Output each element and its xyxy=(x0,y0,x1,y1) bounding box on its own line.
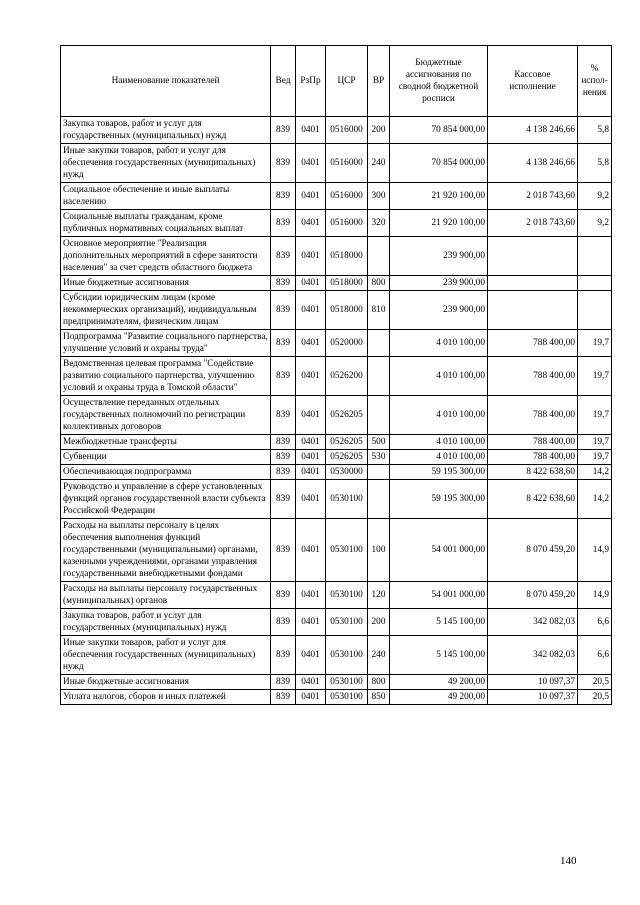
cell-ved: 839 xyxy=(271,276,296,291)
cell-vr: 850 xyxy=(368,690,390,705)
cell-csr: 0530100 xyxy=(326,480,368,519)
cell-assignments: 4 010 100,00 xyxy=(390,357,488,396)
cell-cash: 788 400,00 xyxy=(488,396,578,435)
cell-ved: 839 xyxy=(271,450,296,465)
cell-name: Иные закупки товаров, работ и услуг для обеспечения государственных (муниципальных) нужд xyxy=(61,636,271,675)
cell-assignments: 70 854 000,00 xyxy=(390,117,488,144)
cell-rzpr: 0401 xyxy=(296,435,326,450)
cell-name: Межбюджетные трансферты xyxy=(61,435,271,450)
cell-name: Расходы на выплаты персоналу государственных (муниципальных) органов xyxy=(61,582,271,609)
cell-ved: 839 xyxy=(271,183,296,210)
table-row xyxy=(61,675,612,690)
cell-ved: 839 xyxy=(271,519,296,582)
col-header-csr: ЦСР xyxy=(326,46,368,117)
table-row xyxy=(61,117,612,144)
table-row xyxy=(61,183,612,210)
cell-assignments: 59 195 300,00 xyxy=(390,465,488,480)
cell-vr xyxy=(368,357,390,396)
cell-name: Обеспечивающая подпрограмма xyxy=(61,465,271,480)
cell-percent: 20,5 xyxy=(578,675,612,690)
cell-vr xyxy=(368,480,390,519)
cell-assignments: 54 001 000,00 xyxy=(390,582,488,609)
col-header-vr: ВР xyxy=(368,46,390,117)
cell-csr: 0516000 xyxy=(326,210,368,237)
cell-csr: 0530000 xyxy=(326,465,368,480)
cell-csr: 0526200 xyxy=(326,357,368,396)
cell-rzpr: 0401 xyxy=(296,144,326,183)
cell-percent: 19,7 xyxy=(578,450,612,465)
budget-execution-table xyxy=(60,45,612,705)
cell-assignments: 239 900,00 xyxy=(390,276,488,291)
cell-csr: 0518000 xyxy=(326,276,368,291)
table-row xyxy=(61,435,612,450)
cell-csr: 0516000 xyxy=(326,117,368,144)
cell-name: Субвенции xyxy=(61,450,271,465)
cell-assignments: 49 200,00 xyxy=(390,675,488,690)
table-row xyxy=(61,519,612,582)
cell-name: Иные бюджетные ассигнования xyxy=(61,276,271,291)
cell-csr: 0530100 xyxy=(326,690,368,705)
cell-percent: 19,7 xyxy=(578,357,612,396)
cell-rzpr: 0401 xyxy=(296,480,326,519)
cell-cash: 8 070 459,20 xyxy=(488,582,578,609)
cell-assignments: 4 010 100,00 xyxy=(390,396,488,435)
cell-ved: 839 xyxy=(271,465,296,480)
cell-csr: 0518000 xyxy=(326,237,368,276)
cell-csr: 0526205 xyxy=(326,435,368,450)
table-row xyxy=(61,396,612,435)
table-body xyxy=(61,117,612,705)
cell-ved: 839 xyxy=(271,582,296,609)
cell-percent: 5,8 xyxy=(578,144,612,183)
cell-rzpr: 0401 xyxy=(296,675,326,690)
cell-assignments: 59 195 300,00 xyxy=(390,480,488,519)
cell-cash xyxy=(488,276,578,291)
cell-assignments: 4 010 100,00 xyxy=(390,435,488,450)
cell-rzpr: 0401 xyxy=(296,396,326,435)
cell-percent: 5,8 xyxy=(578,117,612,144)
col-header-cash: Кассовое исполнение xyxy=(488,46,578,117)
table-row xyxy=(61,144,612,183)
cell-percent: 19,7 xyxy=(578,396,612,435)
cell-csr: 0530100 xyxy=(326,519,368,582)
cell-name: Закупка товаров, работ и услуг для государственных (муниципальных) нужд xyxy=(61,609,271,636)
cell-name: Ведомственная целевая программа "Содействие развитию социального партнерства, улучшению условий и охраны труда в Томской области" xyxy=(61,357,271,396)
cell-rzpr: 0401 xyxy=(296,465,326,480)
table-row xyxy=(61,330,612,357)
cell-cash: 8 070 459,20 xyxy=(488,519,578,582)
cell-rzpr: 0401 xyxy=(296,117,326,144)
cell-assignments: 4 010 100,00 xyxy=(390,450,488,465)
cell-name: Закупка товаров, работ и услуг для государственных (муниципальных) нужд xyxy=(61,117,271,144)
cell-cash: 2 018 743,60 xyxy=(488,183,578,210)
cell-ved: 839 xyxy=(271,357,296,396)
cell-name: Уплата налогов, сборов и иных платежей xyxy=(61,690,271,705)
cell-cash: 788 400,00 xyxy=(488,435,578,450)
cell-ved: 839 xyxy=(271,690,296,705)
cell-vr: 800 xyxy=(368,276,390,291)
cell-rzpr: 0401 xyxy=(296,582,326,609)
cell-name: Иные закупки товаров, работ и услуг для обеспечения государственных (муниципальных) нужд xyxy=(61,144,271,183)
cell-vr: 120 xyxy=(368,582,390,609)
cell-vr: 240 xyxy=(368,144,390,183)
cell-cash: 342 082,03 xyxy=(488,636,578,675)
cell-cash: 788 400,00 xyxy=(488,450,578,465)
cell-name: Иные бюджетные ассигнования xyxy=(61,675,271,690)
cell-vr: 300 xyxy=(368,183,390,210)
cell-ved: 839 xyxy=(271,636,296,675)
cell-vr: 200 xyxy=(368,609,390,636)
cell-cash: 788 400,00 xyxy=(488,330,578,357)
cell-rzpr: 0401 xyxy=(296,330,326,357)
cell-name: Социальные выплаты гражданам, кроме публичных нормативных социальных выплат xyxy=(61,210,271,237)
cell-ved: 839 xyxy=(271,396,296,435)
cell-cash: 2 018 743,60 xyxy=(488,210,578,237)
cell-rzpr: 0401 xyxy=(296,183,326,210)
cell-name: Осуществление переданных отдельных государственных полномочий по регистрации коллективных договоров xyxy=(61,396,271,435)
cell-rzpr: 0401 xyxy=(296,237,326,276)
cell-percent: 19,7 xyxy=(578,435,612,450)
cell-percent: 20,5 xyxy=(578,690,612,705)
cell-percent xyxy=(578,237,612,276)
cell-csr: 0526205 xyxy=(326,450,368,465)
cell-csr: 0526205 xyxy=(326,396,368,435)
cell-csr: 0516000 xyxy=(326,183,368,210)
cell-percent: 14,9 xyxy=(578,582,612,609)
col-header-rzpr: РзПр xyxy=(296,46,326,117)
cell-vr: 100 xyxy=(368,519,390,582)
cell-percent xyxy=(578,291,612,330)
cell-percent xyxy=(578,276,612,291)
cell-csr: 0530100 xyxy=(326,675,368,690)
cell-assignments: 5 145 100,00 xyxy=(390,636,488,675)
cell-name: Социальное обеспечение и иные выплаты населению xyxy=(61,183,271,210)
cell-name: Субсидии юридическим лицам (кроме некоммерческих организаций), индивидуальным предпринимателям, физическим лицам xyxy=(61,291,271,330)
cell-rzpr: 0401 xyxy=(296,690,326,705)
cell-ved: 839 xyxy=(271,210,296,237)
cell-cash: 10 097,37 xyxy=(488,690,578,705)
cell-name: Основное мероприятие "Реализация дополнительных мероприятий в сфере занятости населения" за счет средств областного бюджета xyxy=(61,237,271,276)
cell-ved: 839 xyxy=(271,117,296,144)
cell-vr: 240 xyxy=(368,636,390,675)
cell-name: Расходы на выплаты персоналу в целях обеспечения выполнения функций государственными (муниципальными) органами, казенными учреждениями, органами управления государственными внебюджетными фондами xyxy=(61,519,271,582)
cell-vr xyxy=(368,465,390,480)
cell-csr: 0516000 xyxy=(326,144,368,183)
cell-cash: 8 422 638,60 xyxy=(488,465,578,480)
table-row xyxy=(61,210,612,237)
cell-ved: 839 xyxy=(271,330,296,357)
cell-percent: 14,2 xyxy=(578,465,612,480)
cell-vr xyxy=(368,396,390,435)
cell-ved: 839 xyxy=(271,144,296,183)
cell-cash: 8 422 638,60 xyxy=(488,480,578,519)
cell-assignments: 239 900,00 xyxy=(390,291,488,330)
cell-percent: 9,2 xyxy=(578,210,612,237)
cell-assignments: 49 200,00 xyxy=(390,690,488,705)
col-header-name: Наименование показателей xyxy=(61,46,271,117)
cell-csr: 0530100 xyxy=(326,609,368,636)
cell-rzpr: 0401 xyxy=(296,291,326,330)
cell-assignments: 5 145 100,00 xyxy=(390,609,488,636)
table-row xyxy=(61,450,612,465)
cell-csr: 0518000 xyxy=(326,291,368,330)
cell-ved: 839 xyxy=(271,435,296,450)
cell-name: Руководство и управление в сфере установленных функций органов государственной власти субъекта Российской Федерации xyxy=(61,480,271,519)
col-header-percent: % испол-нения xyxy=(578,46,612,117)
table-row xyxy=(61,357,612,396)
table-row xyxy=(61,465,612,480)
cell-ved: 839 xyxy=(271,291,296,330)
table-row xyxy=(61,276,612,291)
cell-cash: 10 097,37 xyxy=(488,675,578,690)
cell-rzpr: 0401 xyxy=(296,357,326,396)
cell-csr: 0530100 xyxy=(326,582,368,609)
cell-cash: 4 138 246,66 xyxy=(488,144,578,183)
cell-cash: 788 400,00 xyxy=(488,357,578,396)
cell-cash xyxy=(488,291,578,330)
cell-vr: 800 xyxy=(368,675,390,690)
cell-percent: 6,6 xyxy=(578,636,612,675)
table-row xyxy=(61,237,612,276)
cell-rzpr: 0401 xyxy=(296,636,326,675)
cell-ved: 839 xyxy=(271,609,296,636)
cell-rzpr: 0401 xyxy=(296,210,326,237)
cell-vr xyxy=(368,237,390,276)
cell-ved: 839 xyxy=(271,237,296,276)
table-header-row xyxy=(61,46,612,117)
cell-assignments: 21 920 100,00 xyxy=(390,210,488,237)
cell-assignments: 54 001 000,00 xyxy=(390,519,488,582)
cell-assignments: 70 854 000,00 xyxy=(390,144,488,183)
cell-vr xyxy=(368,330,390,357)
cell-csr: 0530100 xyxy=(326,636,368,675)
table-row xyxy=(61,480,612,519)
table-row xyxy=(61,609,612,636)
cell-percent: 14,9 xyxy=(578,519,612,582)
cell-assignments: 21 920 100,00 xyxy=(390,183,488,210)
cell-cash xyxy=(488,237,578,276)
page-number: 140 xyxy=(560,855,577,867)
cell-ved: 839 xyxy=(271,675,296,690)
cell-cash: 342 082,03 xyxy=(488,609,578,636)
cell-vr: 500 xyxy=(368,435,390,450)
cell-percent: 9,2 xyxy=(578,183,612,210)
cell-rzpr: 0401 xyxy=(296,609,326,636)
cell-percent: 6,6 xyxy=(578,609,612,636)
cell-csr: 0520000 xyxy=(326,330,368,357)
col-header-assignments: Бюджетные ассигнования по сводной бюджетной росписи xyxy=(390,46,488,117)
cell-name: Подпрограмма "Развитие социального партнерства, улучшение условий и охраны труда" xyxy=(61,330,271,357)
col-header-ved: Вед xyxy=(271,46,296,117)
table-row xyxy=(61,582,612,609)
cell-percent: 14,2 xyxy=(578,480,612,519)
cell-vr: 530 xyxy=(368,450,390,465)
cell-vr: 320 xyxy=(368,210,390,237)
cell-rzpr: 0401 xyxy=(296,450,326,465)
table-row xyxy=(61,690,612,705)
cell-rzpr: 0401 xyxy=(296,276,326,291)
cell-assignments: 239 900,00 xyxy=(390,237,488,276)
table-row xyxy=(61,636,612,675)
cell-percent: 19,7 xyxy=(578,330,612,357)
cell-ved: 839 xyxy=(271,480,296,519)
cell-vr: 810 xyxy=(368,291,390,330)
table-row xyxy=(61,291,612,330)
cell-cash: 4 138 246,66 xyxy=(488,117,578,144)
cell-assignments: 4 010 100,00 xyxy=(390,330,488,357)
cell-vr: 200 xyxy=(368,117,390,144)
cell-rzpr: 0401 xyxy=(296,519,326,582)
